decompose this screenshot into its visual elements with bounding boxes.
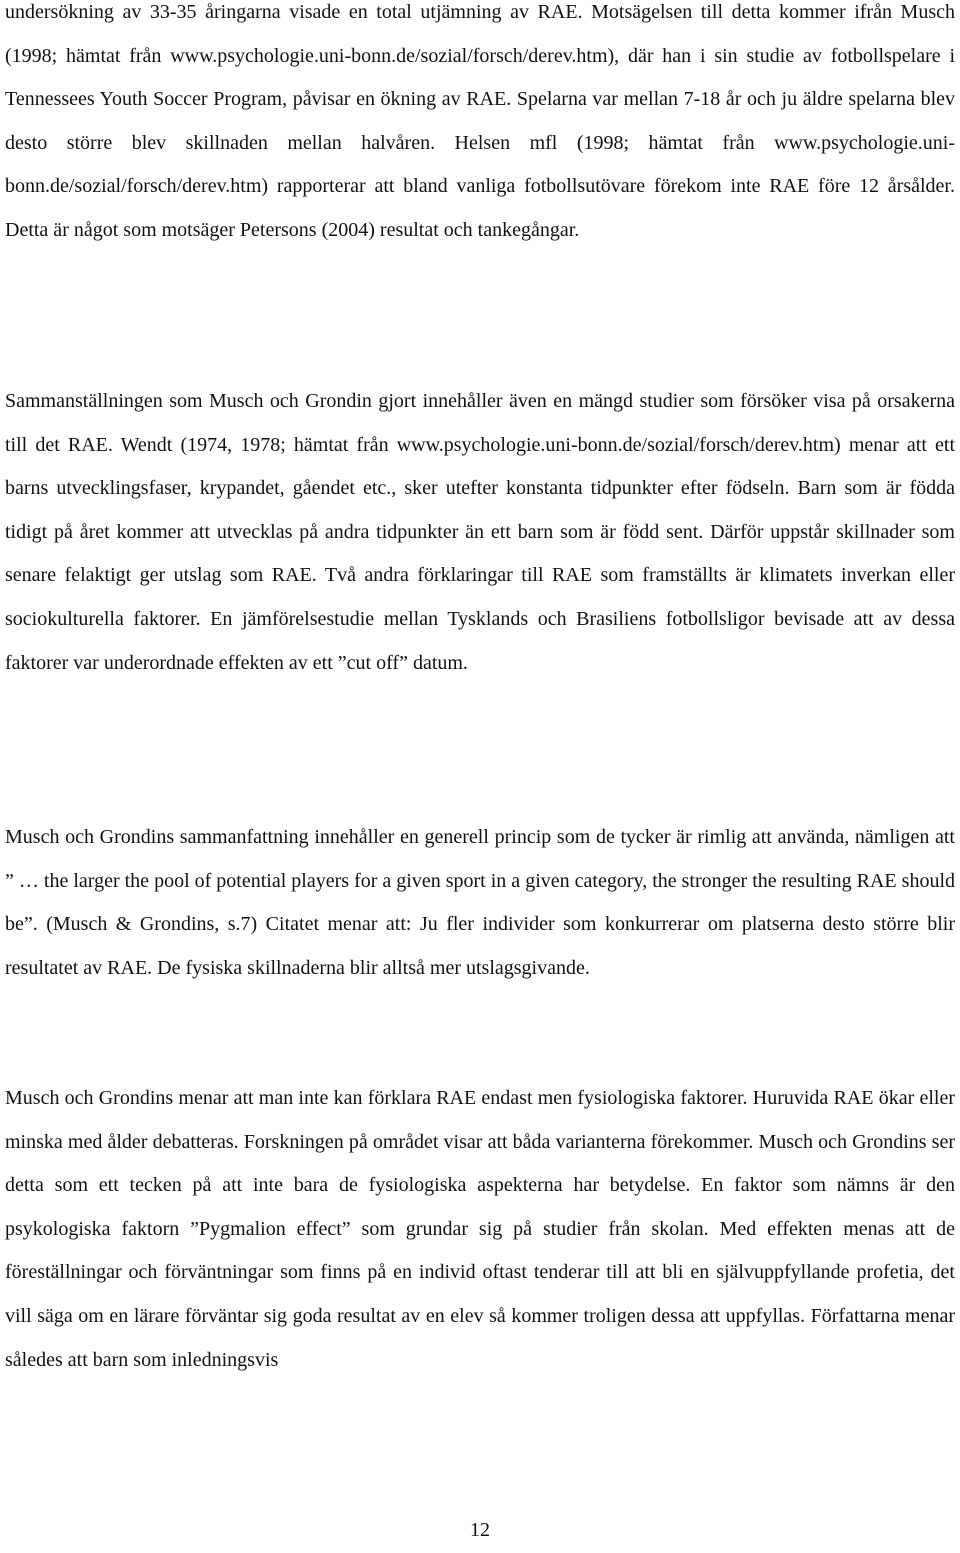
document-page	[5, 0, 955, 1541]
paragraph-rae-musch-helsen: undersökning av 33-35 åringarna visade en total utjämning av RAE. Motsägelsen till detta kommer ifrån Musch (1998; hämtat från www.psychologie.uni-bonn.de/sozial/forsch/derev.htm), där han i sin studie av fotbollspelare i Tennessees Youth Soccer Program, påvisar en ökning av RAE. Spelarna var mellan 7-18 år och ju äldre spelarna blev desto större blev skillnaden mellan halvåren. Helsen mfl (1998; hämtat från www.psychologie.uni-bonn.de/sozial/forsch/derev.htm) rapporterar att bland vanliga fotbollsutövare förekom inte RAE före 12 årsålder. Detta är något som motsäger Petersons (2004) resultat och tankegångar.	[5, 1, 955, 241]
paragraph-pygmalion-effect: Musch och Grondins menar att man inte kan förklara RAE endast men fysiologiska faktorer. Huruvida RAE ökar eller minska med ålder debatteras. Forskningen på området visar att båda varianterna förekommer. Musch och Grondins ser detta som ett tecken på att inte bara de fysiologiska aspekterna har betydelse. En faktor som nämns är den psykologiska faktorn ”Pygmalion effect” som grundar sig på studier från skolan. Med effekten menas att de föreställningar och förväntningar som finns på en individ oftast tenderar till att bli en självuppfyllande profetia, det vill säga om en lärare förväntar sig goda resultat av en elev så kommer troligen dessa att uppfyllas. Författarna menar således att barn som inledningsvis	[5, 1087, 955, 1371]
paragraph-rae-causes: Sammanställningen som Musch och Grondin gjort innehåller även en mängd studier som försöker visa på orsakerna till det RAE. Wendt (1974, 1978; hämtat från www.psychologie.uni-bonn.de/sozial/forsch/derev.htm) menar att ett barns utvecklingsfaser, krypandet, gåendet etc., sker utefter konstanta tidpunkter efter födseln. Barn som är födda tidigt på året kommer att utvecklas på andra tidpunkter än ett barn som är född sent. Därför uppstår skillnader som senare felaktigt ger utslag som RAE. Två andra förklaringar till RAE som framställts är klimatets inverkan eller sociokulturella faktorer. En jämförelsestudie mellan Tysklands och Brasiliens fotbollsligor bevisade att av dessa faktorer var underordnade effekten av ett ”cut off” datum.	[5, 390, 955, 674]
paragraph-general-principle: Musch och Grondins sammanfattning innehåller en generell princip som de tycker är rimlig att använda, nämligen att ” … the larger the pool of potential players for a given sport in a given category, the stronger the resulting RAE should be”. (Musch & Grondins, s.7) Citatet menar att: Ju fler individer som konkurrerar om platserna desto större blir resultatet av RAE. De fysiska skillnaderna blir alltså mer utslagsgivande.	[5, 826, 955, 979]
page-number: 12	[470, 1519, 490, 1541]
